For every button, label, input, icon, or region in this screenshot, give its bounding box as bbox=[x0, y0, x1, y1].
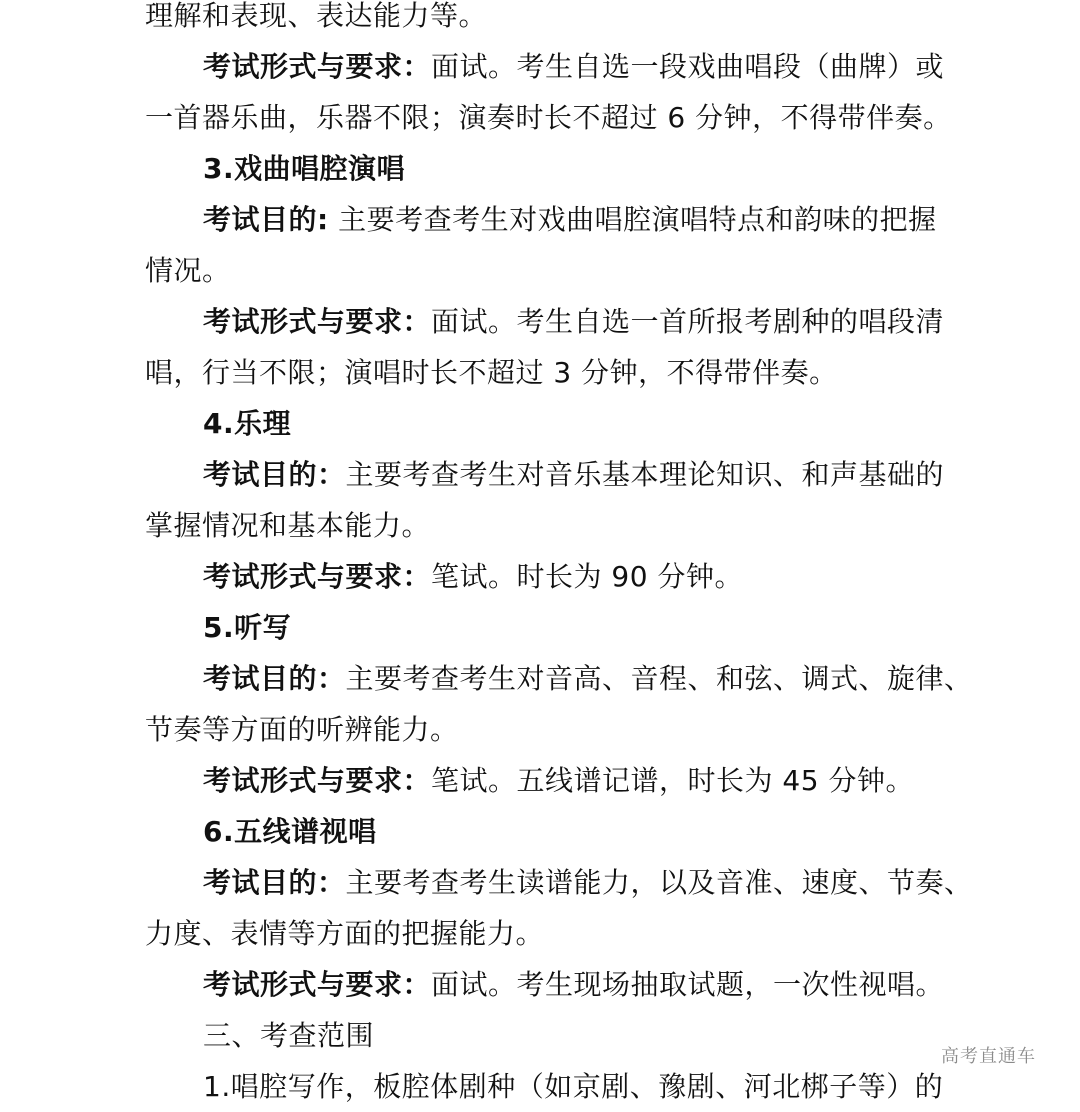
heading-text: 4.乐理 bbox=[203, 407, 292, 440]
line-text: 节奏等方面的听辨能力。 bbox=[145, 713, 459, 746]
document-body bbox=[145, 0, 973, 1112]
exam-format-paragraph bbox=[145, 755, 950, 806]
field-label: 考试目的： bbox=[203, 866, 346, 899]
field-text: 主要考查考生对音乐基本理论知识、和声基础的 bbox=[345, 458, 945, 491]
exam-format-paragraph bbox=[145, 296, 950, 347]
heading-text: 5.听写 bbox=[203, 611, 292, 644]
exam-purpose-paragraph bbox=[145, 857, 973, 908]
chapter-heading bbox=[145, 1010, 950, 1061]
heading-text: 三、考查范围 bbox=[203, 1019, 375, 1052]
exam-purpose-paragraph bbox=[145, 449, 950, 500]
section-heading bbox=[145, 806, 950, 857]
field-label: 考试形式与要求： bbox=[203, 560, 432, 593]
line-text: 1.唱腔写作，板腔体剧种（如京剧、豫剧、河北梆子等）的 bbox=[203, 1070, 944, 1103]
exam-purpose-paragraph bbox=[145, 194, 950, 245]
line-text: 力度、表情等方面的把握能力。 bbox=[145, 917, 545, 950]
text-line bbox=[145, 0, 950, 41]
field-label: 考试目的： bbox=[203, 458, 346, 491]
field-text: 主要考查考生读谱能力，以及音准、速度、节奏、 bbox=[345, 866, 973, 899]
text-line bbox=[145, 704, 950, 755]
field-text: 面试。考生自选一段戏曲唱段（曲牌）或 bbox=[431, 50, 945, 83]
exam-format-paragraph bbox=[145, 959, 950, 1010]
text-line bbox=[145, 347, 950, 398]
field-text: 笔试。五线谱记谱，时长为 45 分钟。 bbox=[431, 764, 914, 797]
text-line bbox=[145, 908, 950, 959]
exam-format-paragraph bbox=[145, 551, 950, 602]
field-text: 面试。考生现场抽取试题，一次性视唱。 bbox=[431, 968, 945, 1001]
field-label: 考试目的： bbox=[203, 662, 346, 695]
line-text: 掌握情况和基本能力。 bbox=[145, 509, 431, 542]
field-label: 考试形式与要求： bbox=[203, 968, 432, 1001]
field-label: 考试目的: bbox=[203, 203, 329, 236]
section-heading bbox=[145, 602, 950, 653]
heading-text: 3.戏曲唱腔演唱 bbox=[203, 152, 406, 185]
field-label: 考试形式与要求： bbox=[203, 50, 432, 83]
line-text: 理解和表现、表达能力等。 bbox=[145, 0, 488, 32]
heading-text: 6.五线谱视唱 bbox=[203, 815, 377, 848]
field-text: 主要考查考生对音高、音程、和弦、调式、旋律、 bbox=[345, 662, 973, 695]
text-line bbox=[145, 500, 950, 551]
field-text: 主要考查考生对戏曲唱腔演唱特点和韵味的把握 bbox=[328, 203, 937, 236]
line-text: 一首器乐曲，乐器不限；演奏时长不超过 6 分钟，不得带伴奏。 bbox=[145, 101, 952, 134]
exam-purpose-paragraph bbox=[145, 653, 973, 704]
text-line bbox=[145, 92, 950, 143]
field-text: 笔试。时长为 90 分钟。 bbox=[431, 560, 743, 593]
line-text: 情况。 bbox=[145, 254, 231, 287]
text-line bbox=[145, 1061, 950, 1112]
section-heading bbox=[145, 143, 950, 194]
text-line bbox=[145, 245, 950, 296]
watermark: 高考直通车 bbox=[941, 1046, 1036, 1067]
field-text: 面试。考生自选一首所报考剧种的唱段清 bbox=[431, 305, 945, 338]
exam-format-paragraph bbox=[145, 41, 950, 92]
field-label: 考试形式与要求： bbox=[203, 305, 432, 338]
line-text: 唱，行当不限；演唱时长不超过 3 分钟，不得带伴奏。 bbox=[145, 356, 838, 389]
field-label: 考试形式与要求： bbox=[203, 764, 432, 797]
section-heading bbox=[145, 398, 950, 449]
